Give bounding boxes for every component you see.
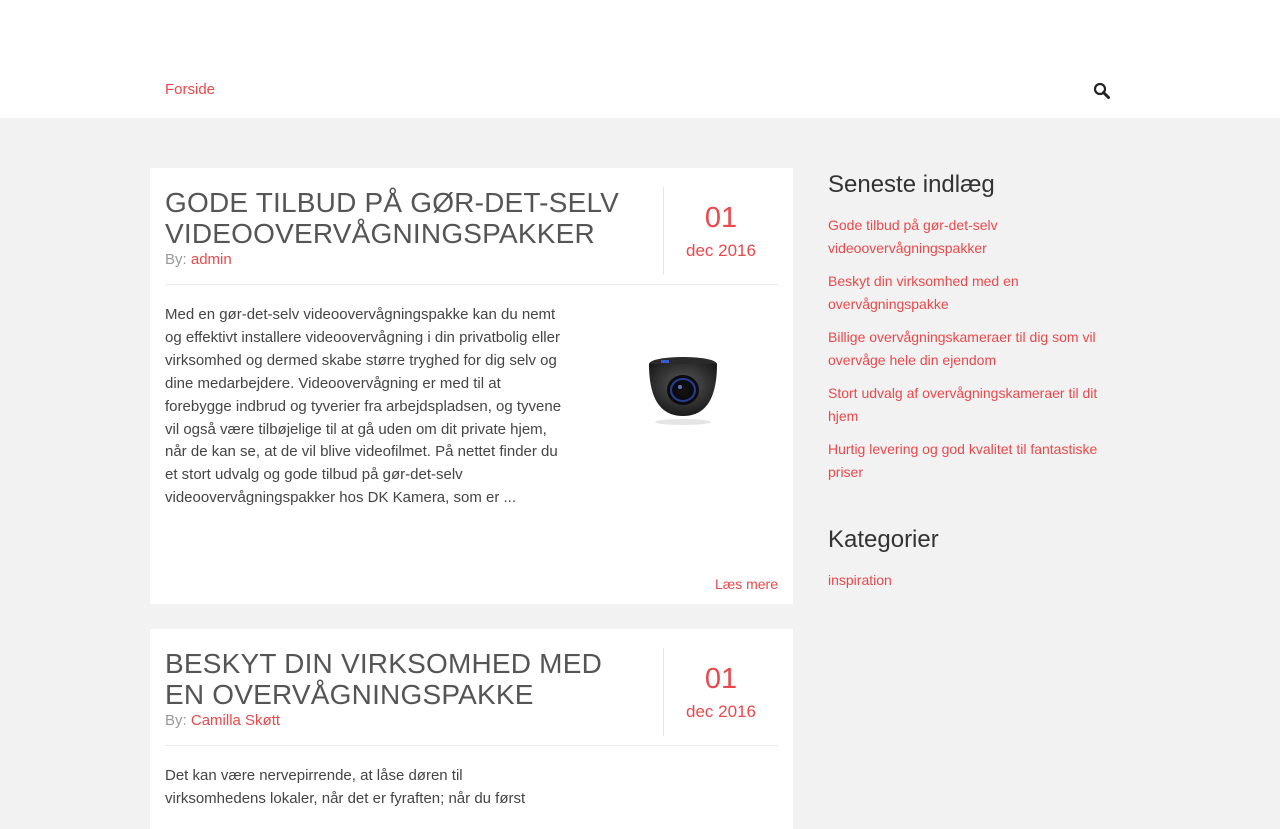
author-link[interactable]: Camilla Skøtt	[190, 712, 281, 729]
recent-posts-title: Seneste indlæg	[828, 171, 995, 198]
post-title[interactable]: GODE TILBUD PÅ GØR-DET-SELV VIDEOOVERVÅGNINGSPAKKER	[165, 187, 620, 249]
recent-post-link[interactable]: Hurtig levering og god kvalitet til fantastiske priser	[828, 441, 1098, 480]
author-link[interactable]: admin	[190, 251, 232, 268]
list-item	[828, 214, 1118, 260]
list-item	[828, 270, 1118, 316]
site-header	[0, 0, 1280, 118]
recent-post-link[interactable]: Gode tilbud på gør-det-selv videoovervågningspakker	[828, 217, 998, 256]
by-label: By:	[165, 712, 187, 729]
post-date-day: 01	[704, 202, 738, 234]
post-excerpt: Med en gør-det-selv videoovervågningspakke kan du nemt og effektivt installere videoovervågning i din privatbolig eller virksomhed og dermed skabe større tryghed for dig selv og dine medarbejdere. Videoovervågning er med til at forebygge indbrud og tyverier fra arbejdspladsen, og tyvene vil også være tilbøjelige til at gå uden om dit private hjem, når de kan se, at de vil blive videofilmet. På nettet finder du et stort udvalg og gode tilbud på gør-det-selv videoovervågningspakker hos DK Kamera, som er ...	[165, 306, 562, 507]
nav-forside-link[interactable]: Forside	[165, 81, 216, 98]
post-date	[663, 187, 778, 275]
search-icon[interactable]	[1092, 81, 1112, 101]
by-label: By:	[165, 251, 187, 268]
list-item	[828, 326, 1118, 372]
category-link[interactable]: inspiration	[828, 572, 892, 588]
post-byline	[165, 251, 232, 269]
dome-camera-icon[interactable]	[643, 350, 723, 430]
categories-title: Kategorier	[828, 526, 939, 553]
recent-posts-list	[828, 214, 1118, 484]
sidebar	[828, 168, 1118, 592]
post-date-day: 01	[704, 663, 738, 695]
post-card	[150, 629, 793, 829]
post-excerpt: Det kan være nervepirrende, at låse døren til virksomhedens lokaler, når det er fyraften; når du først	[165, 767, 526, 807]
post-card	[150, 168, 793, 604]
post-byline	[165, 712, 280, 730]
list-item	[828, 438, 1118, 484]
recent-post-link[interactable]: Stort udvalg af overvågningskameraer til dit hjem	[828, 385, 1098, 424]
list-item	[828, 382, 1118, 428]
post-title[interactable]: BESKYT DIN VIRKSOMHED MED EN OVERVÅGNINGSPAKKE	[165, 648, 603, 710]
post-date-month: dec 2016	[686, 702, 756, 721]
post-date-month: dec 2016	[686, 241, 756, 260]
recent-post-link[interactable]: Beskyt din virksomhed med en overvågningspakke	[828, 273, 1019, 312]
post-date	[663, 648, 778, 736]
post-divider	[165, 745, 778, 746]
recent-post-link[interactable]: Billige overvågningskameraer til dig som vil overvåge hele din ejendom	[828, 329, 1096, 368]
read-more-link[interactable]: Læs mere	[714, 576, 778, 592]
post-divider	[165, 284, 778, 285]
list-item	[828, 569, 1118, 592]
categories-list	[828, 569, 1118, 592]
